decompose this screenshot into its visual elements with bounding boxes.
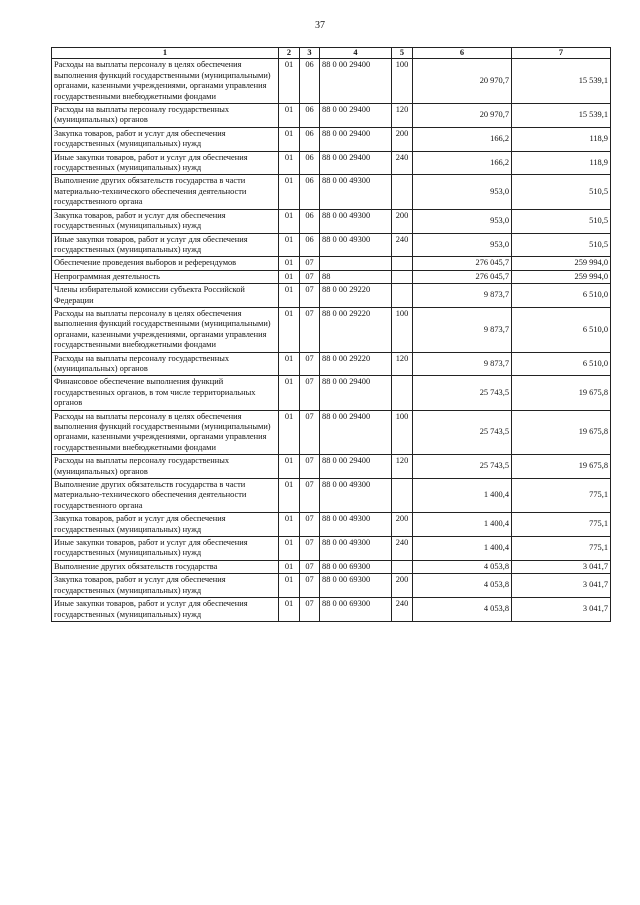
row-section: 01 xyxy=(279,574,300,598)
row-amount-col6: 4 053,8 xyxy=(413,574,512,598)
row-subsection: 07 xyxy=(300,284,320,308)
row-amount-col6: 1 400,4 xyxy=(413,479,512,513)
table-row xyxy=(52,352,611,376)
row-name: Выполнение других обязательств государства xyxy=(52,560,279,573)
row-subsection: 07 xyxy=(300,537,320,561)
row-amount-col6: 166,2 xyxy=(413,127,512,151)
row-expense-type: 200 xyxy=(392,513,413,537)
row-amount-col6: 20 970,7 xyxy=(413,104,512,128)
row-section: 01 xyxy=(279,410,300,455)
row-expense-type: 100 xyxy=(392,410,413,455)
row-name: Расходы на выплаты персоналу государственных (муниципальных) органов xyxy=(52,104,279,128)
header-col-6: 6 xyxy=(413,48,512,59)
row-expense-type xyxy=(392,270,413,283)
row-amount-col7: 3 041,7 xyxy=(512,598,611,622)
table-row xyxy=(52,151,611,175)
row-expense-type xyxy=(392,560,413,573)
row-target-article: 88 xyxy=(320,270,392,283)
row-expense-type xyxy=(392,376,413,410)
row-amount-col6: 4 053,8 xyxy=(413,598,512,622)
row-subsection: 06 xyxy=(300,104,320,128)
row-subsection: 06 xyxy=(300,59,320,104)
table-row xyxy=(52,233,611,257)
row-section: 01 xyxy=(279,257,300,270)
row-amount-col7: 15 539,1 xyxy=(512,104,611,128)
header-col-3: 3 xyxy=(300,48,320,59)
row-amount-col7: 3 041,7 xyxy=(512,560,611,573)
row-amount-col6: 20 970,7 xyxy=(413,59,512,104)
table-row xyxy=(52,284,611,308)
row-amount-col6: 166,2 xyxy=(413,151,512,175)
row-name: Выполнение других обязательств государства в части материально-технического обеспечения деятельности государственного органа xyxy=(52,479,279,513)
row-name: Расходы на выплаты персоналу государственных (муниципальных) органов xyxy=(52,455,279,479)
row-amount-col6: 1 400,4 xyxy=(413,537,512,561)
row-section: 01 xyxy=(279,307,300,352)
row-amount-col7: 775,1 xyxy=(512,537,611,561)
row-amount-col7: 259 994,0 xyxy=(512,270,611,283)
row-amount-col6: 25 743,5 xyxy=(413,410,512,455)
row-name: Выполнение других обязательств государства в части материально-технического обеспечения деятельности государственного органа xyxy=(52,175,279,209)
row-subsection: 06 xyxy=(300,233,320,257)
table-row xyxy=(52,537,611,561)
row-name: Иные закупки товаров, работ и услуг для обеспечения государственных (муниципальных) нужд xyxy=(52,233,279,257)
row-section: 01 xyxy=(279,479,300,513)
row-section: 01 xyxy=(279,270,300,283)
row-subsection: 07 xyxy=(300,598,320,622)
table-row xyxy=(52,560,611,573)
header-col-1: 1 xyxy=(52,48,279,59)
row-amount-col6: 276 045,7 xyxy=(413,257,512,270)
row-section: 01 xyxy=(279,352,300,376)
row-amount-col7: 6 510,0 xyxy=(512,284,611,308)
row-subsection: 07 xyxy=(300,455,320,479)
row-subsection: 07 xyxy=(300,270,320,283)
table-body xyxy=(52,59,611,622)
table-row xyxy=(52,479,611,513)
row-target-article: 88 0 00 29220 xyxy=(320,352,392,376)
row-target-article: 88 0 00 69300 xyxy=(320,574,392,598)
row-name: Иные закупки товаров, работ и услуг для обеспечения государственных (муниципальных) нужд xyxy=(52,598,279,622)
row-amount-col6: 9 873,7 xyxy=(413,307,512,352)
row-section: 01 xyxy=(279,537,300,561)
row-section: 01 xyxy=(279,151,300,175)
row-amount-col6: 9 873,7 xyxy=(413,352,512,376)
row-amount-col7: 510,5 xyxy=(512,175,611,209)
row-amount-col7: 259 994,0 xyxy=(512,257,611,270)
row-target-article: 88 0 00 29400 xyxy=(320,104,392,128)
row-amount-col7: 510,5 xyxy=(512,209,611,233)
row-subsection: 07 xyxy=(300,307,320,352)
row-subsection: 07 xyxy=(300,257,320,270)
row-amount-col7: 118,9 xyxy=(512,127,611,151)
row-amount-col7: 6 510,0 xyxy=(512,307,611,352)
row-subsection: 07 xyxy=(300,479,320,513)
row-target-article: 88 0 00 29220 xyxy=(320,307,392,352)
row-expense-type xyxy=(392,175,413,209)
row-subsection: 06 xyxy=(300,151,320,175)
row-name: Расходы на выплаты персоналу в целях обеспечения выполнения функций государственными (муниципальными) органами, казенными учреждениями, органами управления государственными внебюджетными фондами xyxy=(52,410,279,455)
row-amount-col6: 25 743,5 xyxy=(413,376,512,410)
row-amount-col6: 1 400,4 xyxy=(413,513,512,537)
row-expense-type: 120 xyxy=(392,352,413,376)
page-number: 37 xyxy=(315,20,325,31)
row-expense-type: 120 xyxy=(392,104,413,128)
table-row xyxy=(52,410,611,455)
row-name: Расходы на выплаты персоналу в целях обеспечения выполнения функций государственными (муниципальными) органами, казенными учреждениями, органами управления государственными внебюджетными фондами xyxy=(52,59,279,104)
header-col-2: 2 xyxy=(279,48,300,59)
table-row xyxy=(52,175,611,209)
table-row xyxy=(52,455,611,479)
row-section: 01 xyxy=(279,284,300,308)
row-target-article: 88 0 00 29400 xyxy=(320,151,392,175)
row-name: Члены избирательной комиссии субъекта Российской Федерации xyxy=(52,284,279,308)
row-expense-type: 240 xyxy=(392,151,413,175)
row-amount-col7: 775,1 xyxy=(512,479,611,513)
row-expense-type: 240 xyxy=(392,598,413,622)
table-row xyxy=(52,598,611,622)
row-expense-type xyxy=(392,479,413,513)
row-name: Финансовое обеспечение выполнения функций государственных органов, в том числе территориальных органов xyxy=(52,376,279,410)
row-name: Непрограммная деятельность xyxy=(52,270,279,283)
row-section: 01 xyxy=(279,376,300,410)
row-name: Иные закупки товаров, работ и услуг для обеспечения государственных (муниципальных) нужд xyxy=(52,151,279,175)
row-amount-col7: 6 510,0 xyxy=(512,352,611,376)
row-amount-col6: 25 743,5 xyxy=(413,455,512,479)
row-target-article: 88 0 00 29400 xyxy=(320,455,392,479)
row-subsection: 07 xyxy=(300,352,320,376)
row-subsection: 07 xyxy=(300,513,320,537)
row-subsection: 06 xyxy=(300,209,320,233)
budget-table xyxy=(51,47,611,622)
row-amount-col7: 19 675,8 xyxy=(512,455,611,479)
row-target-article xyxy=(320,257,392,270)
row-name: Закупка товаров, работ и услуг для обеспечения государственных (муниципальных) нужд xyxy=(52,127,279,151)
row-section: 01 xyxy=(279,59,300,104)
row-target-article: 88 0 00 49300 xyxy=(320,479,392,513)
row-target-article: 88 0 00 29400 xyxy=(320,59,392,104)
row-section: 01 xyxy=(279,598,300,622)
row-expense-type: 200 xyxy=(392,574,413,598)
row-amount-col7: 19 675,8 xyxy=(512,376,611,410)
row-section: 01 xyxy=(279,455,300,479)
row-expense-type: 200 xyxy=(392,209,413,233)
table-row xyxy=(52,574,611,598)
row-amount-col6: 953,0 xyxy=(413,209,512,233)
table-row xyxy=(52,59,611,104)
row-amount-col7: 3 041,7 xyxy=(512,574,611,598)
table-row xyxy=(52,104,611,128)
row-target-article: 88 0 00 69300 xyxy=(320,598,392,622)
row-name: Иные закупки товаров, работ и услуг для обеспечения государственных (муниципальных) нужд xyxy=(52,537,279,561)
row-target-article: 88 0 00 49300 xyxy=(320,175,392,209)
row-name: Обеспечение проведения выборов и референдумов xyxy=(52,257,279,270)
row-expense-type: 100 xyxy=(392,307,413,352)
row-section: 01 xyxy=(279,513,300,537)
row-amount-col7: 775,1 xyxy=(512,513,611,537)
row-amount-col7: 19 675,8 xyxy=(512,410,611,455)
row-target-article: 88 0 00 49300 xyxy=(320,209,392,233)
table-row xyxy=(52,127,611,151)
table-row xyxy=(52,270,611,283)
row-amount-col6: 953,0 xyxy=(413,233,512,257)
header-col-7: 7 xyxy=(512,48,611,59)
row-amount-col6: 953,0 xyxy=(413,175,512,209)
row-target-article: 88 0 00 29400 xyxy=(320,127,392,151)
row-name: Закупка товаров, работ и услуг для обеспечения государственных (муниципальных) нужд xyxy=(52,574,279,598)
row-target-article: 88 0 00 69300 xyxy=(320,560,392,573)
header-col-5: 5 xyxy=(392,48,413,59)
row-section: 01 xyxy=(279,104,300,128)
row-subsection: 07 xyxy=(300,376,320,410)
header-col-4: 4 xyxy=(320,48,392,59)
row-section: 01 xyxy=(279,560,300,573)
row-amount-col6: 276 045,7 xyxy=(413,270,512,283)
row-expense-type xyxy=(392,284,413,308)
row-target-article: 88 0 00 29400 xyxy=(320,410,392,455)
row-expense-type: 120 xyxy=(392,455,413,479)
row-expense-type: 200 xyxy=(392,127,413,151)
header-row xyxy=(52,48,611,59)
row-subsection: 07 xyxy=(300,574,320,598)
row-section: 01 xyxy=(279,127,300,151)
row-amount-col7: 510,5 xyxy=(512,233,611,257)
table-row xyxy=(52,376,611,410)
row-target-article: 88 0 00 49300 xyxy=(320,513,392,537)
row-name: Расходы на выплаты персоналу в целях обеспечения выполнения функций государственными (муниципальными) органами, казенными учреждениями, органами управления государственными внебюджетными фондами xyxy=(52,307,279,352)
row-name: Закупка товаров, работ и услуг для обеспечения государственных (муниципальных) нужд xyxy=(52,513,279,537)
row-expense-type: 100 xyxy=(392,59,413,104)
table-row xyxy=(52,257,611,270)
row-target-article: 88 0 00 49300 xyxy=(320,537,392,561)
row-amount-col6: 9 873,7 xyxy=(413,284,512,308)
table-row xyxy=(52,307,611,352)
row-target-article: 88 0 00 29220 xyxy=(320,284,392,308)
row-target-article: 88 0 00 29400 xyxy=(320,376,392,410)
row-subsection: 07 xyxy=(300,410,320,455)
row-expense-type: 240 xyxy=(392,233,413,257)
row-subsection: 06 xyxy=(300,175,320,209)
row-name: Расходы на выплаты персоналу государственных (муниципальных) органов xyxy=(52,352,279,376)
row-section: 01 xyxy=(279,175,300,209)
row-section: 01 xyxy=(279,209,300,233)
row-target-article: 88 0 00 49300 xyxy=(320,233,392,257)
table-row xyxy=(52,209,611,233)
row-expense-type: 240 xyxy=(392,537,413,561)
table-row xyxy=(52,513,611,537)
row-name: Закупка товаров, работ и услуг для обеспечения государственных (муниципальных) нужд xyxy=(52,209,279,233)
row-amount-col7: 15 539,1 xyxy=(512,59,611,104)
row-subsection: 06 xyxy=(300,127,320,151)
row-amount-col7: 118,9 xyxy=(512,151,611,175)
row-subsection: 07 xyxy=(300,560,320,573)
row-section: 01 xyxy=(279,233,300,257)
row-expense-type xyxy=(392,257,413,270)
row-amount-col6: 4 053,8 xyxy=(413,560,512,573)
